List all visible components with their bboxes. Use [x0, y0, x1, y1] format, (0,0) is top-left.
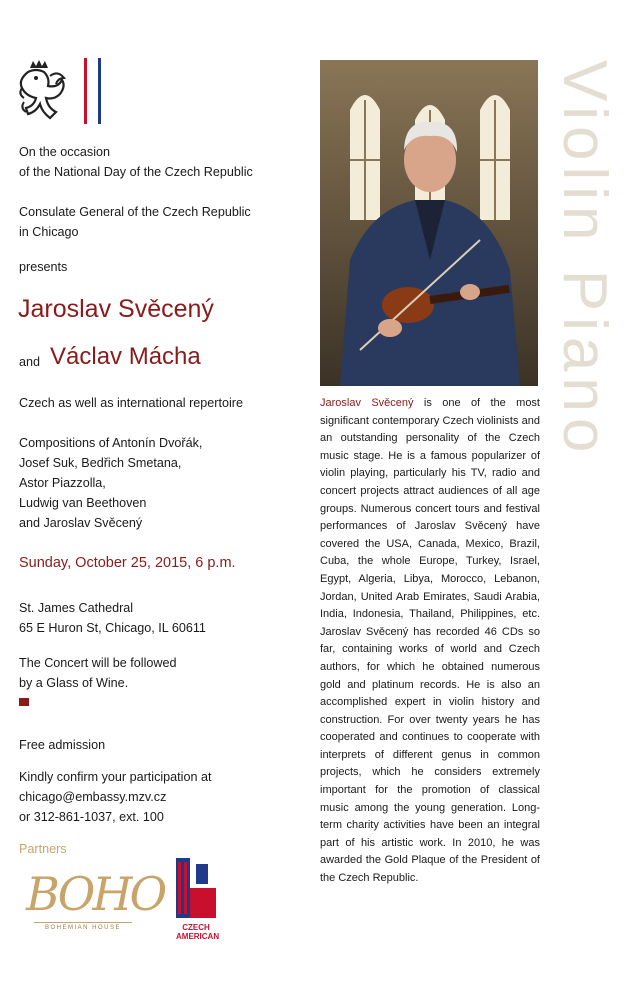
venue-line-1: St. James Cathedral: [19, 601, 134, 615]
performer-first: Jaroslav Svěcený: [18, 295, 214, 323]
bio-paragraph: [320, 395, 540, 888]
rsvp-phone: or 312-861-1037, ext. 100: [19, 810, 164, 824]
rsvp-line-1: Kindly confirm your participation at: [19, 770, 212, 784]
occasion-line-2: of the National Day of the Czech Republic: [19, 165, 253, 179]
partners-label: Partners: [19, 842, 67, 856]
consulate-line-1: Consulate General of the Czech Republic: [19, 205, 251, 219]
red-square-marker: [19, 698, 29, 706]
admission-text: Free admission: [19, 738, 106, 752]
performer-second: Václav Mácha: [50, 343, 201, 370]
composition-item: Compositions of Antonín Dvořák,: [19, 436, 203, 450]
followup-line-2: by a Glass of Wine.: [19, 676, 129, 690]
czech-american-flag-icon: [176, 858, 216, 918]
side-title: Violin Piano: [550, 60, 619, 459]
czech-american-text: CZECH AMERICAN: [176, 923, 220, 941]
composition-item: and Jaroslav Svěcený: [19, 516, 143, 530]
composition-item: Ludwig van Beethoven: [19, 496, 147, 510]
and-text: and: [19, 355, 41, 369]
venue-line-2: 65 E Huron St, Chicago, IL 60611: [19, 621, 206, 635]
bio-text: is one of the most significant contemporary Czech violinists and an outstanding personality of the Czech music stage. He is a famous popularizer of violin playing, particularly his TV, radio and concert projects attract audiences of all age groups. Numerous concert tours and festival performances of Jaroslav Svěcený have covered the USA, Canada, Mexico, Brazil, Cuba, the whole Europe, Turkey, Israel, Egypt, Algeria, Libya, Morocco, Lebanon, Jordan, United Arab Emirates, Saudi Arabia, India, Indonesia, Thailand, Philippines, etc. Jaroslav Svěcený has recorded 46 CDs so far, containing works of world and Czech authors, for which he obtained numerous gold and platinum records. He is also an accomplished expert in violin history and construction. For over twenty years he has cooperated and continues to cooperate with interprets of different genus in common projects, which he considers extremely important for the promotion of classical music among the young generation. Long-term charity activities have been an integral part of his artistic work. In 2010, he was awarded the Gold Plaque of the President of the Czech Republic.: [320, 397, 540, 885]
violinist-photo: [320, 60, 538, 386]
presents-text: presents: [19, 260, 68, 274]
followup-line-1: The Concert will be followed: [19, 656, 177, 670]
repertoire-text: Czech as well as international repertoire: [19, 396, 244, 410]
compositions-list: [19, 433, 202, 533]
flag-stripe-red: [84, 58, 87, 124]
composition-item: Josef Suk, Bedřich Smetana,: [19, 456, 182, 470]
boho-logo-text: BOHO: [26, 867, 165, 921]
czech-lion-emblem: [16, 58, 72, 124]
flag-stripe-blue: [98, 58, 101, 124]
consulate-line-2: in Chicago: [19, 225, 79, 239]
composition-item: Astor Piazzolla,: [19, 476, 106, 490]
bio-name: Jaroslav Svěcený: [320, 397, 414, 409]
boho-sub-text: BOHEMIAN HOUSE: [44, 925, 121, 931]
boho-logo: [26, 866, 165, 944]
rsvp-email[interactable]: chicago@embassy.mzv.cz: [19, 790, 167, 804]
czech-american-logo: [176, 858, 220, 941]
occasion-line-1: On the occasion: [19, 145, 111, 159]
event-date: Sunday, October 25, 2015, 6 p.m.: [19, 555, 236, 571]
